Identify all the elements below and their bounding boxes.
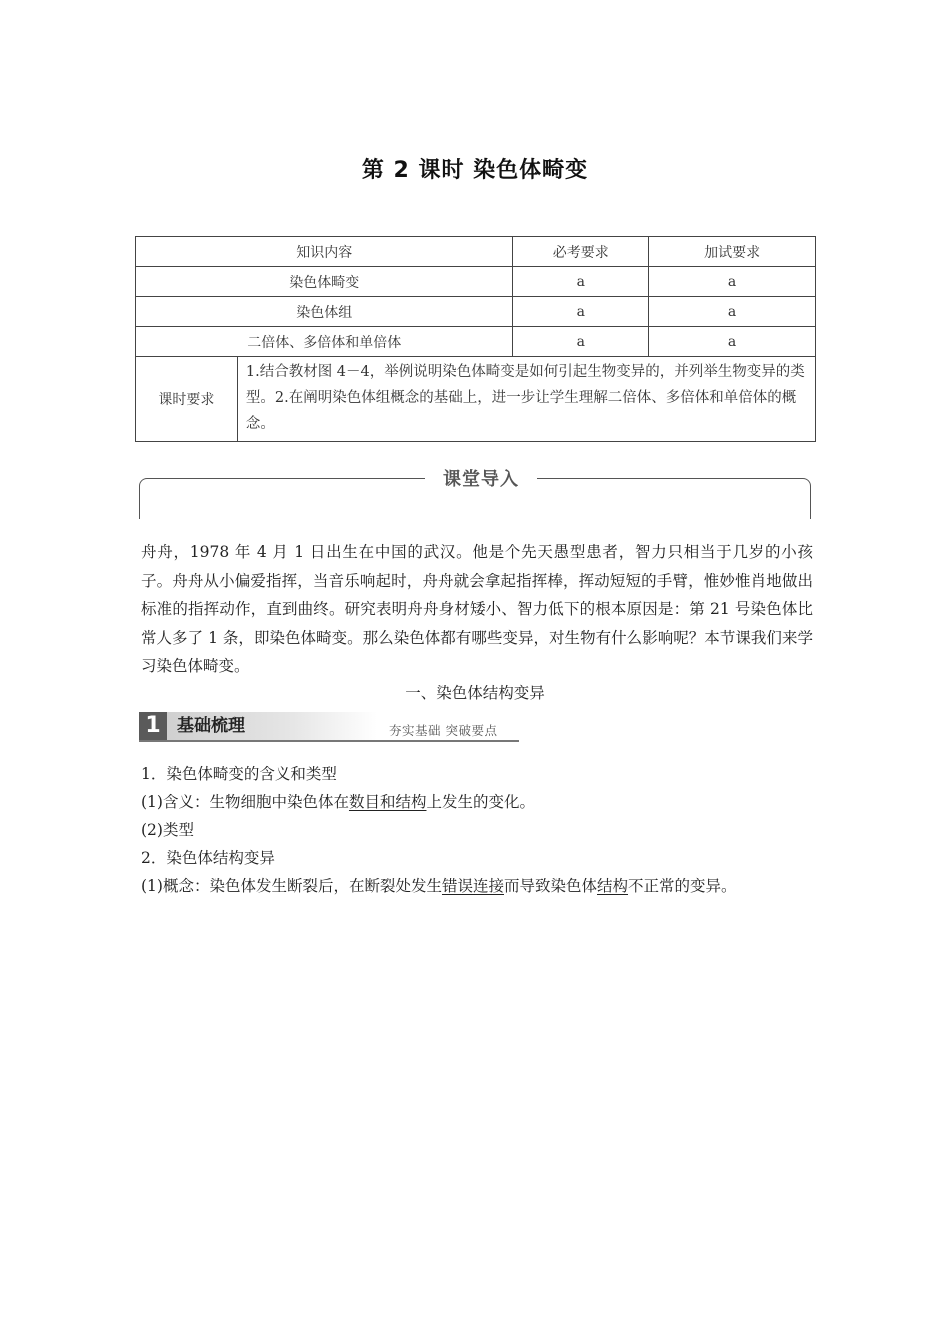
table-row [136, 297, 816, 327]
intro-paragraph: 舟舟，1978 年 4 月 1 日出生在中国的武汉。他是个先天愚型患者，智力只相当于几岁的小孩子。舟舟从小偏爱指挥，当音乐响起时，舟舟就会拿起指挥棒，挥动短短的手臂，惟妙惟肖地做出标准的指挥动作，直到曲终。研究表明舟舟身材矮小、智力低下的根本原因是：第 21 号染色体比常人多了 1 条，即染色体畸变。那么染色体都有哪些变异，对生物有什么影响呢？本节课我们来学习染色体畸变。 [141, 543, 813, 675]
required-cell: a [513, 327, 649, 357]
text-span: (1)含义：生物细胞中染色体在 [141, 793, 349, 811]
lesson-requirement-text: 1.结合教材图 4－4，举例说明染色体畸变是如何引起生物变异的，并列举生物变异的类型。2.在阐明染色体组概念的基础上，进一步让学生理解二倍体、多倍体和单倍体的概念。 [237, 357, 815, 442]
section-slogan: 夯实基础 突破要点 [389, 723, 498, 738]
basics-section-bar [139, 712, 521, 742]
definition-line [141, 788, 813, 816]
table-header-row [136, 237, 816, 267]
lesson-requirement-label: 课时要求 [136, 357, 238, 442]
text-span: 上发生的变化。 [426, 793, 535, 811]
lesson-requirement-row [136, 357, 816, 442]
topic-cell: 染色体畸变 [136, 267, 513, 297]
header-required: 必考要求 [513, 237, 649, 267]
text-span: 而导致染色体 [503, 877, 597, 895]
text-span: (1)概念：染色体发生断裂后，在断裂处发生 [141, 877, 442, 895]
section-subheading: 一、染色体结构变异 [405, 684, 545, 702]
table-row [136, 327, 816, 357]
advanced-cell: a [649, 297, 816, 327]
concept-line [141, 872, 813, 900]
item-heading: 2．染色体结构变异 [141, 849, 275, 867]
table-row [136, 267, 816, 297]
content-body [141, 760, 813, 900]
intro-banner-label: 课堂导入 [425, 465, 537, 491]
item-heading: 1．染色体畸变的含义和类型 [141, 765, 337, 783]
topic-cell: 染色体组 [136, 297, 513, 327]
fill-blank-answer: 结构 [597, 877, 629, 895]
required-cell: a [513, 297, 649, 327]
sub-item: (2)类型 [141, 821, 194, 839]
section-divider [139, 740, 519, 742]
requirements-table [135, 236, 816, 442]
text-span: 不正常的变异。 [628, 877, 737, 895]
required-cell: a [513, 267, 649, 297]
header-advanced: 加试要求 [649, 237, 816, 267]
fill-blank-answer: 数目和结构 [348, 793, 427, 811]
topic-cell: 二倍体、多倍体和单倍体 [136, 327, 513, 357]
header-topic: 知识内容 [136, 237, 513, 267]
intro-banner [139, 465, 811, 511]
section-name: 基础梳理 [167, 712, 377, 740]
advanced-cell: a [649, 327, 816, 357]
fill-blank-answer: 错误连接 [441, 877, 504, 895]
section-number: 1 [139, 712, 167, 740]
advanced-cell: a [649, 267, 816, 297]
page-title: 第 2 课时 染色体畸变 [361, 158, 589, 183]
